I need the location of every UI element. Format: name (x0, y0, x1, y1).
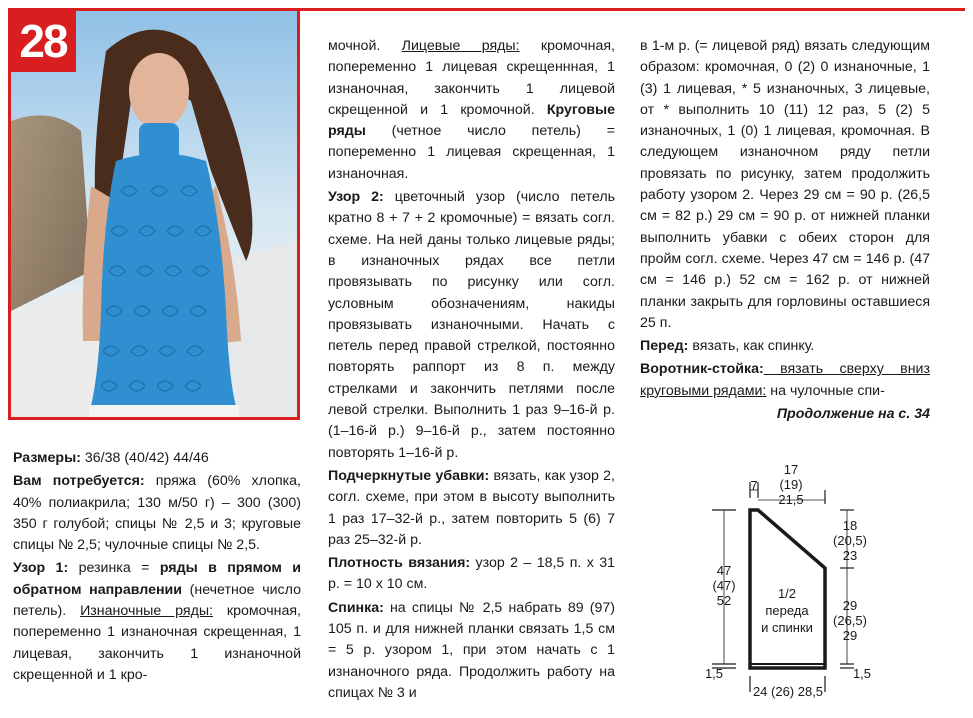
gauge-label: Плотность вязания: (328, 555, 471, 572)
schematic-dim-side-3: 29 (842, 628, 858, 643)
pattern2-label: Узор 2: (328, 189, 384, 206)
pattern2-text: цветочный узор (число петель кратно 8 + 7 + 2 кромочные) = вязать согл. схеме. На ней даны только лицевые ряды; в изнаночных рядах все петли провязывать по рисунку или согл. условным обозначениям, накиды провязывать изнаночными. Начать с петель перед правой стрелкой, постоянно повторять раппорт из 8 п. между стрелками и закончить петлями после левой стрелки. Выполнить 1 раз 9–16-й р. (1–16-й р.) 9–16-й р., затем постоянно повторять 1–16-й р. (328, 189, 615, 461)
collar-underlined: вязать сверху вниз круговыми рядами: (640, 361, 930, 399)
schematic-dim-height-3: 52 (716, 593, 732, 608)
schematic-dim-neck-2: (19) (779, 477, 803, 492)
text-column-1 (13, 448, 301, 688)
rows-paragraph (328, 36, 615, 185)
schematic-dim-shoulder-3: 23 (842, 548, 858, 563)
text-column-3 (640, 36, 930, 427)
back-paragraph (328, 598, 615, 704)
knit-rows-label: Лицевые ряды: (401, 38, 520, 54)
collar-label: Воротник-стойка: (640, 361, 764, 378)
front-text: вязать, как спинку. (688, 338, 815, 355)
back-continued-paragraph (640, 36, 930, 334)
pattern1-bold: ряды в прямом и обратном направлении (13, 560, 301, 598)
schematic-label-3: и спинки (761, 620, 813, 635)
gauge-paragraph (328, 553, 615, 596)
materials-label: Вам потребуется: (13, 473, 145, 490)
schematic-dim-height-1: 47 (716, 563, 732, 578)
decreases-text: вязать, как узор 2, согл. схеме, при этом в высоту выполнить 1 раз 17–32-й р., затем повторить 5 (6) 7 раз 25–32-й р. (328, 467, 615, 548)
pattern1-text-a: резинка = (68, 560, 160, 577)
rows-text-c: (четное число петель) = попеременно 1 лицевая скрещенная, 1 изнаночная. (328, 123, 615, 182)
back-continued-text: в 1-м р. (= лицевой ряд) вязать следующим образом: кромочная, 0 (2) 0 изнаночные, 1 (3) 1 лицевая, * 5 изнаночных, 3 лицевые, от * выполнить 10 (11) 12 раз, 5 (2) 5 изнаночных, 1 (0) 1 лицевая, кромочная. В следующем изнаночном ряду петли провязать по рисунку, затем продолжить работу узором 2. Через 29 см = 90 р. (26,5 см = 82 р.) 29 см = 90 р. от нижней планки выполнить убавки с обеих сторон для пройм согл. схеме. Через 47 см = 146 р. (47 см = 146 р.) 52 см = 162 р. от нижней планки закрыть для горловины оставшиеся 25 п. (640, 38, 930, 331)
materials-text: пряжа (60% хлопка, 40% полиакрила; 130 м/50 г) – 300 (300) 350 г голубой; спицы № 2,5 и 3; круговые спицы № 2,5; чулочные спицы № 2,5. (13, 473, 301, 554)
sizes-text: 36/38 (40/42) 44/46 (80, 450, 209, 466)
gauge-text: узор 2 – 18,5 п. х 31 р. = 10 х 10 см. (328, 555, 615, 593)
continued-note: Продолжение на с. 34 (776, 406, 930, 423)
pattern1-label: Узор 1: (13, 560, 69, 577)
front-label: Перед: (640, 338, 689, 355)
front-paragraph (640, 336, 930, 357)
decreases-paragraph (328, 466, 615, 551)
purl-rows-label: Изнаночные ряды: (80, 603, 214, 620)
sizes-label: Размеры: (13, 450, 81, 466)
schematic-dim-side-1: 29 (842, 598, 858, 613)
schematic-dim-neck-3: 21,5 (778, 492, 804, 507)
back-label: Спинка: (328, 599, 384, 616)
schematic-dim-side-2: (26,5) (833, 613, 867, 628)
schematic-dim-shoulder-2: (20,5) (833, 533, 867, 548)
sizes-paragraph (13, 448, 301, 469)
collar-paragraph (640, 359, 930, 402)
schematic-dim-width: 24 (26) 28,5 (752, 684, 824, 699)
pattern-number-badge: 28 (10, 10, 76, 72)
schematic-dim-band-left: 1,5 (704, 666, 724, 681)
schematic-dim-neck-1: 17 (783, 462, 799, 477)
schematic-label-2: переда (765, 603, 809, 618)
decreases-label: Подчеркнутые убавки: (328, 467, 490, 484)
back-text: на спицы № 2,5 набрать 89 (97) 105 п. и для нижней планки связать 1,5 см = 5 р. узором 1, при этом начать с 1 изнаночного ряда. Продолжить работу на спицах № 3 и (328, 599, 615, 701)
collar-text: на чулочные спи- (766, 382, 885, 399)
schematic-dim-top-left: 7 (750, 478, 758, 493)
text-column-2 (328, 36, 615, 706)
schematic-label-1: 1/2 (777, 586, 797, 601)
pattern1-paragraph (13, 558, 301, 686)
schematic-dim-height-2: (47) (712, 578, 736, 593)
top-divider (300, 8, 965, 11)
garment-schematic (690, 460, 960, 710)
materials-paragraph (13, 471, 301, 556)
purl-rows-text: кромочная, попеременно 1 изнаночная скрещенная, 1 лицевая, закончить 1 изнаночной скрещенной и 1 кро- (13, 603, 301, 683)
round-rows-label: Круговые ряды (328, 101, 615, 140)
schematic-dim-band-right: 1,5 (852, 666, 872, 681)
rows-text-a: мочной. (328, 38, 402, 54)
rows-text-b: кромочная, попеременно 1 лицевая скрещеннная, 1 изнаночная, закончить 1 лицевой скрещенной и 1 кромочной. (328, 38, 615, 118)
schematic-dim-shoulder-1: 18 (842, 518, 858, 533)
pattern2-paragraph (328, 187, 615, 464)
pattern1-text-b: (нечетное число петель). (13, 581, 301, 620)
